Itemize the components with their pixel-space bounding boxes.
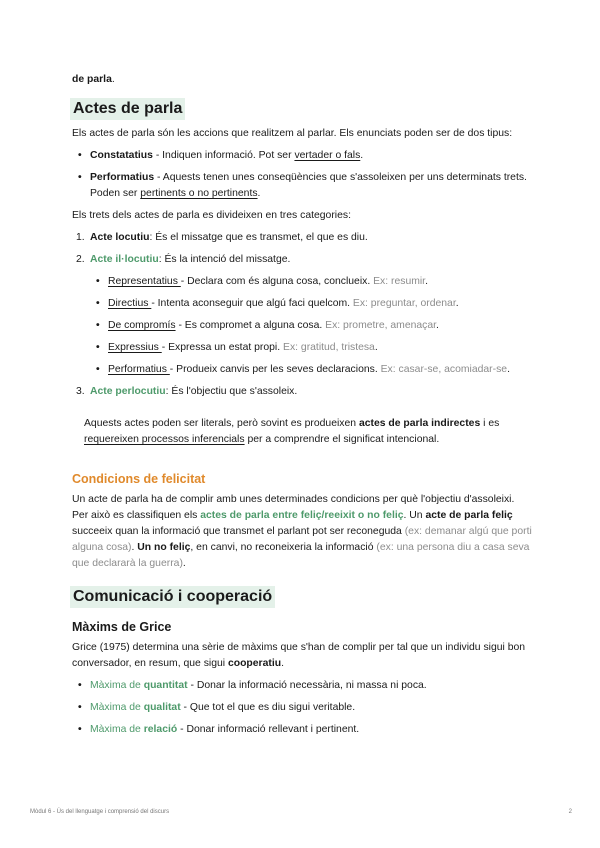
list-item: • Performatius - Aquests tenen unes conseqüències que s'assoleixen per uns determinats trets. Poden ser pertinents o no pertinents. [72,170,532,202]
quote-block: Aquests actes poden ser literals, però sovint es produeixen actes de parla indirectes i es requereixen processos inferencials per a comprendre el significat intencional. [84,418,500,445]
nested-list [90,274,532,378]
list-item: • Representatius - Declara com és alguna cosa, conclueix. Ex: resumir. [90,274,532,290]
bullet-list [72,678,532,738]
page-number: 2 [568,809,572,815]
footer-title: Mòdul 6 - Ús del llenguatge i comprensió del discurs [30,809,170,815]
paragraph: Un acte de parla ha de complir amb unes determinades condicions per què l'objectiu d'assoleixi. Per això es classifiquen els actes de parla entre feliç/reeixit o no feliç. Un acte de parla feliç succeeix quan la informació que transmet el parlant pot ser reconeguda (ex: demanar algú que porti alguna cosa). Un no feliç, en canvi, no reconeixeria la informació (ex: una persona diu a casa seva que declararà la guerra). [72,494,532,569]
subsection-heading: Màxims de Grice [72,620,172,634]
list-item: 1. Acte locutiu: És el missatge que es transmet, el que es diu. [76,232,368,243]
list-item: • Constatatius - Indiquen informació. Pot ser vertader o fals. [72,148,532,164]
list-item: • Directius - Intenta aconseguir que algú faci quelcom. Ex: preguntar, ordenar. [90,296,532,312]
section-heading: Actes de parla [70,98,185,120]
bullet-list [72,148,532,202]
list-item: • Màxima de quantitat - Donar la informació necessària, ni massa ni poca. [72,678,532,694]
list-item: • Màxima de relació - Donar informació rellevant i pertinent. [72,722,532,738]
section-heading: Comunicació i cooperació [70,586,275,608]
list-item: 2. Acte il·locutiu: És la intenció del missatge. • Representatius - Declara com és alguna cosa, conclueix. Ex: resumir. • Directius - Intenta aconseguir que algú faci quelcom. Ex: preguntar, ordenar. • De compromís - Es compromet a alguna cosa. Ex: prometre, amenaçar. • Expressius - Expressa un estat propi. Ex: gratitud, tristesa. • Performatius - Produeix canvis per les seves declaracions. Ex: casar-se, acomiadar-se. [72,252,532,378]
list-item: • Performatius - Produeix canvis per les seves declaracions. Ex: casar-se, acomiadar-se. [90,362,532,378]
paragraph: Grice (1975) determina una sèrie de màxims que s'han de complir per tal que un individu sigui bon conversador, en resum, que sigui cooperatiu. [72,642,526,669]
list-item: • De compromís - Es compromet a alguna cosa. Ex: prometre, amenaçar. [90,318,532,334]
list-item: • Expressius - Expressa un estat propi. Ex: gratitud, tristesa. [90,340,532,356]
page-content [72,72,532,744]
list-item: • Màxima de qualitat - Que tot el que es diu sigui veritable. [72,700,532,716]
list-item: 3. Acte perlocutiu: És l'objectiu que s'assoleix. [76,386,298,397]
intro-tail: de parla. [72,74,115,85]
page-footer [30,809,572,815]
paragraph: Els trets dels actes de parla es divideixen en tres categories: [72,210,351,221]
section-heading: Condicions de felicitat [72,472,206,486]
paragraph: Els actes de parla són les accions que realitzem al parlar. Els enunciats poden ser de dos tipus: [72,128,513,139]
numbered-list [72,230,532,400]
